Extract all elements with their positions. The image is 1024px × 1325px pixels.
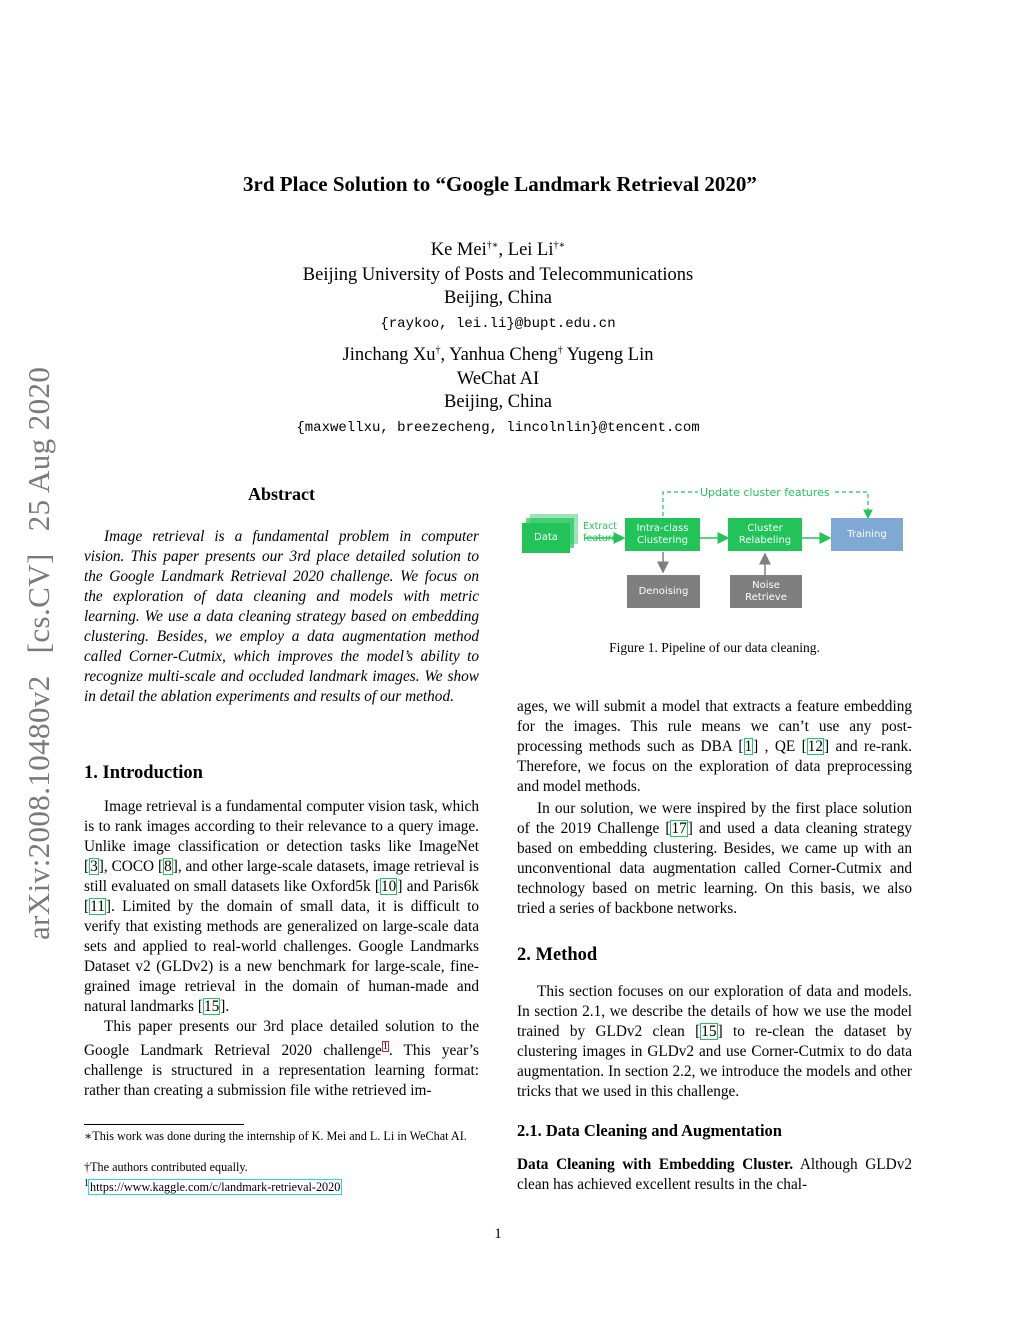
footnote-1-marker[interactable]: 1 xyxy=(382,1041,388,1052)
right-paragraph-1: ages, we will submit a model that extracts a feature embedding for the images. This rule means we can’t use any post-processing methods such as DBA [1] , QE [12] and re-rank. Therefore, we focus on the exploration of data preprocessing and model methods. xyxy=(517,698,912,795)
intro-paragraph-2: This paper presents our 3rd place detailed solution to the Google Landmark Retrieval 2020 challenge$^1$. This year’s challenge is structured in a representation learning format: rather than creating a submission file withe retrieved im- xyxy=(84,1018,479,1100)
email-1: {raykoo, lei.li}@bupt.edu.cn xyxy=(380,316,616,332)
method-paragraph: This section focuses on our exploration of data and models. In section 2.1, we describe the details of how we use the model trained by GLDv2 clean [15] to re-clean the dataset by clustering images in GLDv2 and use Corner-Cutmix to do data augmentation. In section 2.2, we introduce the models and other tricks that we used in this challenge. xyxy=(517,983,912,1100)
footnote-internship: ∗This work was done during the internship of K. Mei and L. Li in WeChat AI. xyxy=(84,1129,467,1143)
update-cluster-label: Update cluster features xyxy=(700,486,830,499)
denoising-box: Denoising xyxy=(627,575,700,608)
intro-paragraph-1: Image retrieval is a fundamental computer vision task, which is to rank images according to their relevance to a query image. Unlike image classification or detection tasks like ImageNet [3], COCO [8], and other large-scale datasets, image retrieval is still evaluated on small datasets like Oxford5k [10] and Paris6k [11]. Limited by the domain of small data, it is difficult to verify that existing methods are generalized on large-scale data sets and applied to real-world challenges. Google Landmarks Dataset v2 (GLDv2) is a new benchmark for large-scale, fine-grained image retrieval in the domain of human-made and natural landmarks [15]. xyxy=(84,798,479,1015)
data-cleaning-text xyxy=(517,1155,912,1195)
intro-heading: 1. Introduction xyxy=(84,763,203,783)
subsection-heading: 2.1. Data Cleaning and Augmentation xyxy=(517,1121,782,1140)
citation-17[interactable]: 17 xyxy=(671,820,687,837)
method-heading: 2. Method xyxy=(517,945,598,965)
citation-11[interactable]: 11 xyxy=(90,898,105,915)
arxiv-id: arXiv:2008.10480v2 xyxy=(21,675,56,940)
citation-1[interactable]: 1 xyxy=(744,738,753,755)
citation-3[interactable]: 3 xyxy=(90,858,98,875)
noise-retrieve-box: Noise Retrieve xyxy=(730,575,802,608)
location-1: Beijing, China xyxy=(444,288,552,308)
footnote-rule xyxy=(84,1124,244,1125)
email-2: {maxwellxu, breezecheng, lincolnlin}@tencent.com xyxy=(296,420,700,436)
pipeline-figure xyxy=(520,484,915,614)
arxiv-stamp xyxy=(18,366,60,940)
right-column-text xyxy=(517,697,912,919)
arxiv-date: 25 Aug 2020 xyxy=(21,366,56,532)
footnote-url: $^1$https://www.kaggle.com/c/landmark-retrieval-2020 xyxy=(84,1178,341,1195)
citation-12[interactable]: 12 xyxy=(807,738,824,755)
author-line-1: Ke Mei†∗, Lei Li†∗ xyxy=(430,240,566,261)
footnote-equal: †The authors contributed equally. xyxy=(84,1160,248,1174)
citation-15b[interactable]: 15 xyxy=(701,1023,717,1040)
training-box: Training xyxy=(831,518,903,551)
citation-10[interactable]: 10 xyxy=(381,878,397,895)
affiliation-1: Beijing University of Posts and Telecommunications xyxy=(302,265,694,285)
intra-class-box: Intra-class Clustering xyxy=(625,518,700,551)
arxiv-category: [cs.CV] xyxy=(21,553,56,654)
affiliation-2: WeChat AI xyxy=(456,369,540,389)
intro-text xyxy=(84,797,479,1101)
paper-title: 3rd Place Solution to “Google Landmark Retrieval 2020” xyxy=(243,172,757,196)
cluster-relabel-box: Cluster Relabeling xyxy=(728,518,802,551)
citation-15[interactable]: 15 xyxy=(203,998,220,1015)
figure-caption: Figure 1. Pipeline of our data cleaning. xyxy=(609,640,820,655)
location-2: Beijing, China xyxy=(444,392,552,412)
data-box: Data xyxy=(522,523,570,553)
abstract-heading: Abstract xyxy=(248,484,315,504)
right-paragraph-2: In our solution, we were inspired by the first place solution of the 2019 Challenge [17] and used a data cleaning strategy based on embedding clustering. Besides, we came up with an unconventional data augmentation called Corner-Cutmix and technology based on metric learning. On this basis, we also tried a series of backbone networks. xyxy=(517,800,913,917)
kaggle-link[interactable]: https://www.kaggle.com/c/landmark-retrieval-2020 xyxy=(90,1180,341,1195)
page-number: 1 xyxy=(494,1226,502,1242)
author-line-2: Jinchang Xu†, Yanhua Cheng† Yugeng Lin xyxy=(342,345,654,366)
abstract-text: Image retrieval is a fundamental problem in computer vision. This paper presents our 3rd place detailed solution to the Google Landmark Retrieval 2020 challenge. We focus on the exploration of data cleaning and models with metric learning. We use a data cleaning strategy based on embedding clustering. Besides, we employ a data augmentation method called Corner-Cutmix, which improves the model’s ability to recognize multi-scale and occluded landmark images. We show in detail the ablation experiments and results of our method. xyxy=(84,528,479,705)
data-cleaning-paragraph: Data Cleaning with Embedding Cluster. Although GLDv2 clean has achieved excellent results in the chal- xyxy=(517,1156,912,1193)
extract-features-label: Extract features xyxy=(583,521,623,544)
citation-8[interactable]: 8 xyxy=(164,858,172,875)
method-text xyxy=(517,982,912,1102)
